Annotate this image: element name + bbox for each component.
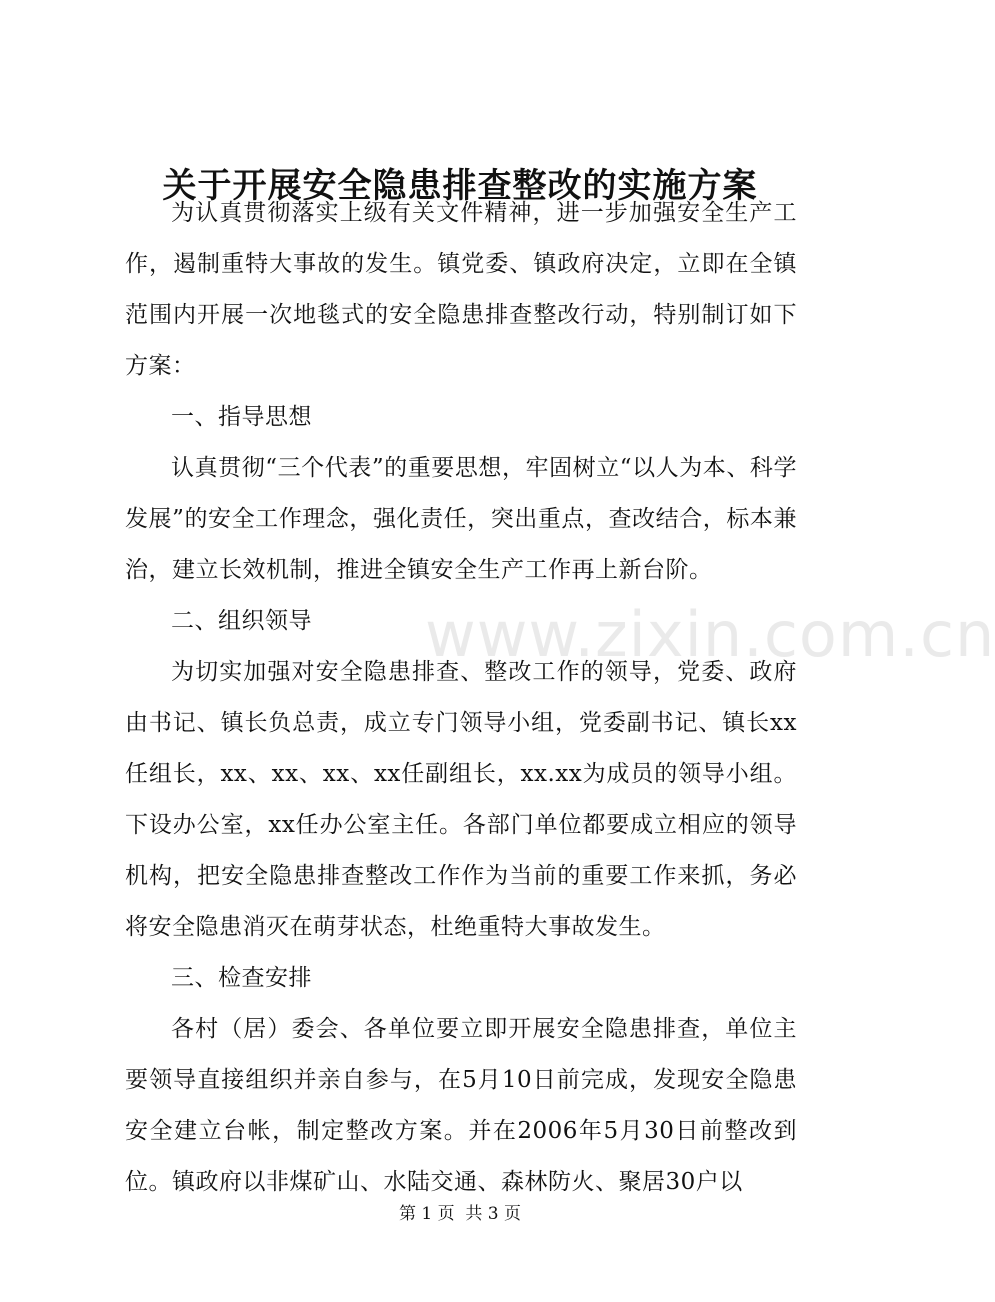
- section-heading-guiding-thought: 一、指导思想: [171, 404, 312, 430]
- page-number-label: 第 1 页 共 3 页: [398, 1204, 522, 1224]
- document-title: 关于开展安全隐患排查整改的实施方案: [162, 166, 758, 206]
- document-body: [125, 188, 797, 1208]
- section-heading-inspection: 三、检查安排: [171, 965, 312, 991]
- guiding-thought-paragraph: 认真贯彻“三个代表”的重要思想，牢固树立“以人为本、科学发展”的安全工作理念，强化责任，突出重点，查改结合，标本兼治，建立长效机制，推进全镇安全生产工作再上新台阶。: [125, 455, 797, 583]
- section-heading-organization: 二、组织领导: [171, 608, 312, 634]
- page-footer: [0, 1202, 920, 1226]
- inspection-paragraph: 各村（居）委会、各单位要立即开展安全隐患排查，单位主要领导直接组织并亲自参与，在5月10日前完成，发现安全隐患安全建立台帐，制定整改方案。并在2006年5月30日前整改到位。镇政府以非煤矿山、水陆交通、森林防火、聚居30户以: [125, 1016, 797, 1195]
- intro-paragraph: 为认真贯彻落实上级有关文件精神，进一步加强安全生产工作，遏制重特大事故的发生。镇党委、镇政府决定，立即在全镇范围内开展一次地毯式的安全隐患排查整改行动，特别制订如下方案：: [125, 200, 797, 379]
- organization-paragraph: 为切实加强对安全隐患排查、整改工作的领导，党委、政府由书记、镇长负总责，成立专门领导小组，党委副书记、镇长xx任组长，xx、xx、xx、xx任副组长，xx.xx为成员的领导小组。下设办公室，xx任办公室主任。各部门单位都要成立相应的领导机构，把安全隐患排查整改工作作为当前的重要工作来抓，务必将安全隐患消灭在萌芽状态，杜绝重特大事故发生。: [125, 659, 797, 940]
- watermark: www.zixin.com.cn: [425, 598, 995, 671]
